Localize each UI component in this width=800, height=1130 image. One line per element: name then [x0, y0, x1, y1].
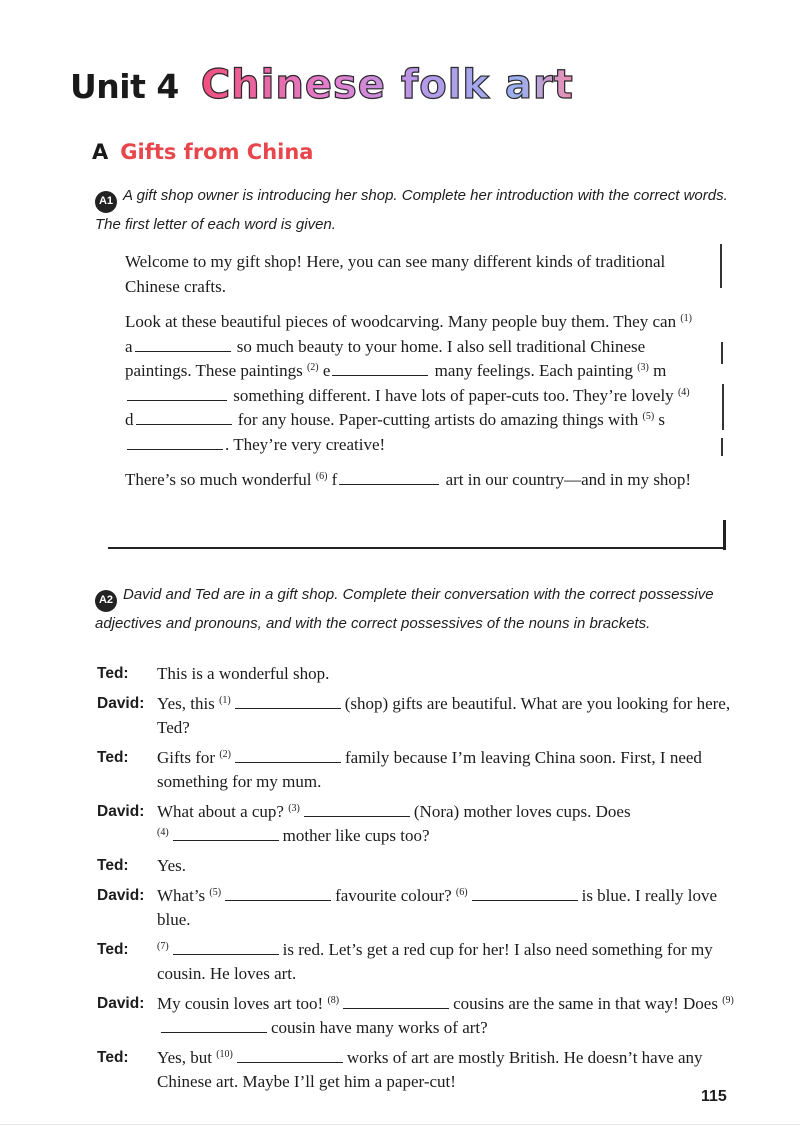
- a1-instruction: [95, 184, 735, 236]
- a1-p2-text-1: Look at these beautiful pieces of woodcarving. Many people buy them. They can: [125, 312, 677, 331]
- blank-number: (10): [216, 1049, 233, 1060]
- dialogue-line: [97, 854, 737, 878]
- scan-mark: [720, 244, 722, 288]
- answer-blank[interactable]: [173, 940, 279, 955]
- answer-blank-3[interactable]: [127, 386, 227, 401]
- a1-p3-text-2: art in our country—and in my shop!: [445, 470, 692, 489]
- dialogue-text: [157, 992, 737, 1040]
- a1-paragraph-2: [125, 310, 695, 457]
- blank-number-4: (4): [677, 386, 690, 398]
- a1-p2-text-2: so much beauty to your home. I also sell traditional Chinese paintings. These paintings: [125, 336, 646, 380]
- a1-paragraph-1: Welcome to my gift shop! Here, you can see many different kinds of traditional Chinese crafts.: [125, 252, 666, 296]
- answer-blank[interactable]: [237, 1048, 343, 1063]
- a1-text-box: [108, 242, 726, 549]
- dialogue-segment: cousin have many works of art?: [271, 1018, 488, 1037]
- dialogue-text: [157, 692, 737, 740]
- dialogue-line: [97, 938, 737, 986]
- blank-letter-3: m: [653, 361, 667, 380]
- speaker-label: David:: [97, 803, 145, 820]
- dialogue-text: [157, 800, 737, 848]
- box-bottom-rule: [108, 547, 726, 549]
- blank-number-5: (5): [642, 411, 655, 422]
- blank-letter-1: a: [125, 336, 133, 356]
- blank-letter-4: d: [125, 410, 134, 429]
- blank-number: (2): [219, 749, 231, 760]
- a2-instruction-text: David and Ted are in a gift shop. Complete their conversation with the correct possessive adjectives and pronouns, and with the correct possessives of the nouns in brackets.: [95, 586, 714, 632]
- speaker-label: Ted:: [97, 857, 129, 874]
- speaker-label: Ted:: [97, 1049, 129, 1066]
- dialogue-segment: This is a wonderful shop.: [157, 664, 330, 683]
- unit-heading: [70, 62, 574, 108]
- blank-number-3: (3): [637, 362, 649, 373]
- a1-passage: [125, 250, 695, 504]
- blank-number: (7): [157, 941, 169, 952]
- dialogue-text: [157, 854, 737, 878]
- answer-blank[interactable]: [304, 802, 410, 817]
- dialogue-text: [157, 938, 737, 986]
- answer-blank-1[interactable]: [135, 337, 231, 352]
- a1-instruction-text: A gift shop owner is introducing her shop. Complete her introduction with the correct words. The first letter of each word is given.: [95, 187, 728, 233]
- page-number: 115: [701, 1088, 727, 1105]
- a1-p3-text-1: There’s so much wonderful: [125, 470, 312, 489]
- blank-letter-5: s: [658, 410, 666, 429]
- speaker-label: Ted:: [97, 941, 129, 958]
- a1-badge: A1: [95, 191, 117, 213]
- section-title: Gifts from China: [120, 140, 314, 164]
- blank-number: (6): [455, 887, 468, 898]
- dialogue-line: [97, 800, 737, 848]
- speaker-label: Ted:: [97, 665, 129, 682]
- a1-p2-text-5: for any house. Paper-cutting artists do amazing things with: [237, 410, 639, 429]
- page-edge: [0, 1124, 800, 1125]
- a1-p2-text-3: many feelings. Each painting: [434, 361, 633, 380]
- dialogue-text: [157, 746, 737, 794]
- dialogue-segment: Yes, but: [157, 1048, 212, 1067]
- speaker-label: David:: [97, 887, 145, 904]
- answer-blank[interactable]: [225, 886, 331, 901]
- dialogue-segment: What about a cup?: [157, 802, 284, 821]
- dialogue-segment: Yes.: [157, 856, 186, 875]
- speaker-label: David:: [97, 995, 145, 1012]
- blank-number-1: (1): [680, 313, 692, 324]
- a1-paragraph-3: [125, 468, 695, 493]
- dialogue-segment: is red. Let’s get a red cup for her! I also need something for my cousin. He loves art.: [157, 940, 713, 983]
- scan-mark: [721, 438, 723, 456]
- speaker-label: David:: [97, 695, 145, 712]
- dialogue-segment: Gifts for: [157, 748, 216, 767]
- dialogue-segment: Yes, this: [157, 694, 215, 713]
- scan-mark: [722, 384, 724, 430]
- answer-blank[interactable]: [235, 694, 341, 709]
- a1-p2-text-4: something different. I have lots of paper-cuts too. They’re lovely: [233, 385, 674, 405]
- scan-mark: [721, 342, 723, 364]
- a2-dialogue: [97, 662, 737, 1100]
- blank-number: (3): [288, 803, 300, 814]
- section-heading: [92, 140, 313, 164]
- answer-blank[interactable]: [343, 994, 449, 1009]
- answer-blank[interactable]: [472, 886, 578, 901]
- blank-number-6: (6): [315, 471, 328, 482]
- a1-p2-text-6: . They’re very creative!: [225, 434, 386, 454]
- a2-badge: A2: [95, 590, 117, 612]
- answer-blank[interactable]: [173, 826, 279, 841]
- answer-blank-2[interactable]: [332, 361, 428, 376]
- unit-title: Chinese folk art: [200, 62, 574, 108]
- blank-number: (4): [157, 827, 169, 838]
- dialogue-text: [157, 662, 737, 686]
- dialogue-segment: My cousin loves art too!: [157, 994, 324, 1013]
- blank-number: (5): [209, 887, 222, 898]
- dialogue-text: [157, 884, 737, 932]
- dialogue-line: [97, 692, 737, 740]
- answer-blank[interactable]: [161, 1018, 267, 1033]
- blank-number: (1): [219, 695, 231, 706]
- blank-number: (8): [327, 995, 340, 1006]
- dialogue-line: [97, 884, 737, 932]
- dialogue-segment: works of art are mostly British. He doesn’t have any Chinese art. Maybe I’ll get him a paper-cut!: [157, 1048, 703, 1091]
- answer-blank[interactable]: [235, 748, 341, 763]
- dialogue-segment: cousins are the same in that way! Does: [453, 994, 718, 1013]
- speaker-label: Ted:: [97, 749, 129, 766]
- box-right-rule: [723, 520, 726, 550]
- dialogue-segment: What’s: [157, 886, 206, 905]
- dialogue-segment: is blue. I really love blue.: [157, 886, 718, 929]
- answer-blank-6[interactable]: [339, 470, 439, 485]
- blank-number-2: (2): [306, 362, 319, 373]
- unit-label: Unit 4: [70, 67, 179, 106]
- dialogue-text: [157, 1046, 737, 1094]
- dialogue-segment: (shop) gifts are beautiful. What are you looking for here, Ted?: [157, 694, 731, 737]
- dialogue-line: [97, 1046, 737, 1094]
- answer-blank-5[interactable]: [127, 435, 223, 450]
- section-letter: A: [92, 140, 109, 164]
- dialogue-line: [97, 992, 737, 1040]
- blank-letter-6: f: [331, 470, 338, 489]
- dialogue-segment: mother like cups too?: [282, 826, 430, 845]
- blank-letter-2: e: [322, 361, 331, 380]
- blank-number: (9): [722, 995, 734, 1006]
- a2-instruction: [95, 583, 735, 635]
- dialogue-line: [97, 746, 737, 794]
- dialogue-segment: (Nora) mother loves cups. Does: [413, 802, 631, 821]
- dialogue-line: [97, 662, 737, 686]
- dialogue-segment: family because I’m leaving China soon. First, I need something for my mum.: [157, 748, 702, 791]
- dialogue-segment: favourite colour?: [335, 886, 452, 905]
- answer-blank-4[interactable]: [136, 410, 232, 425]
